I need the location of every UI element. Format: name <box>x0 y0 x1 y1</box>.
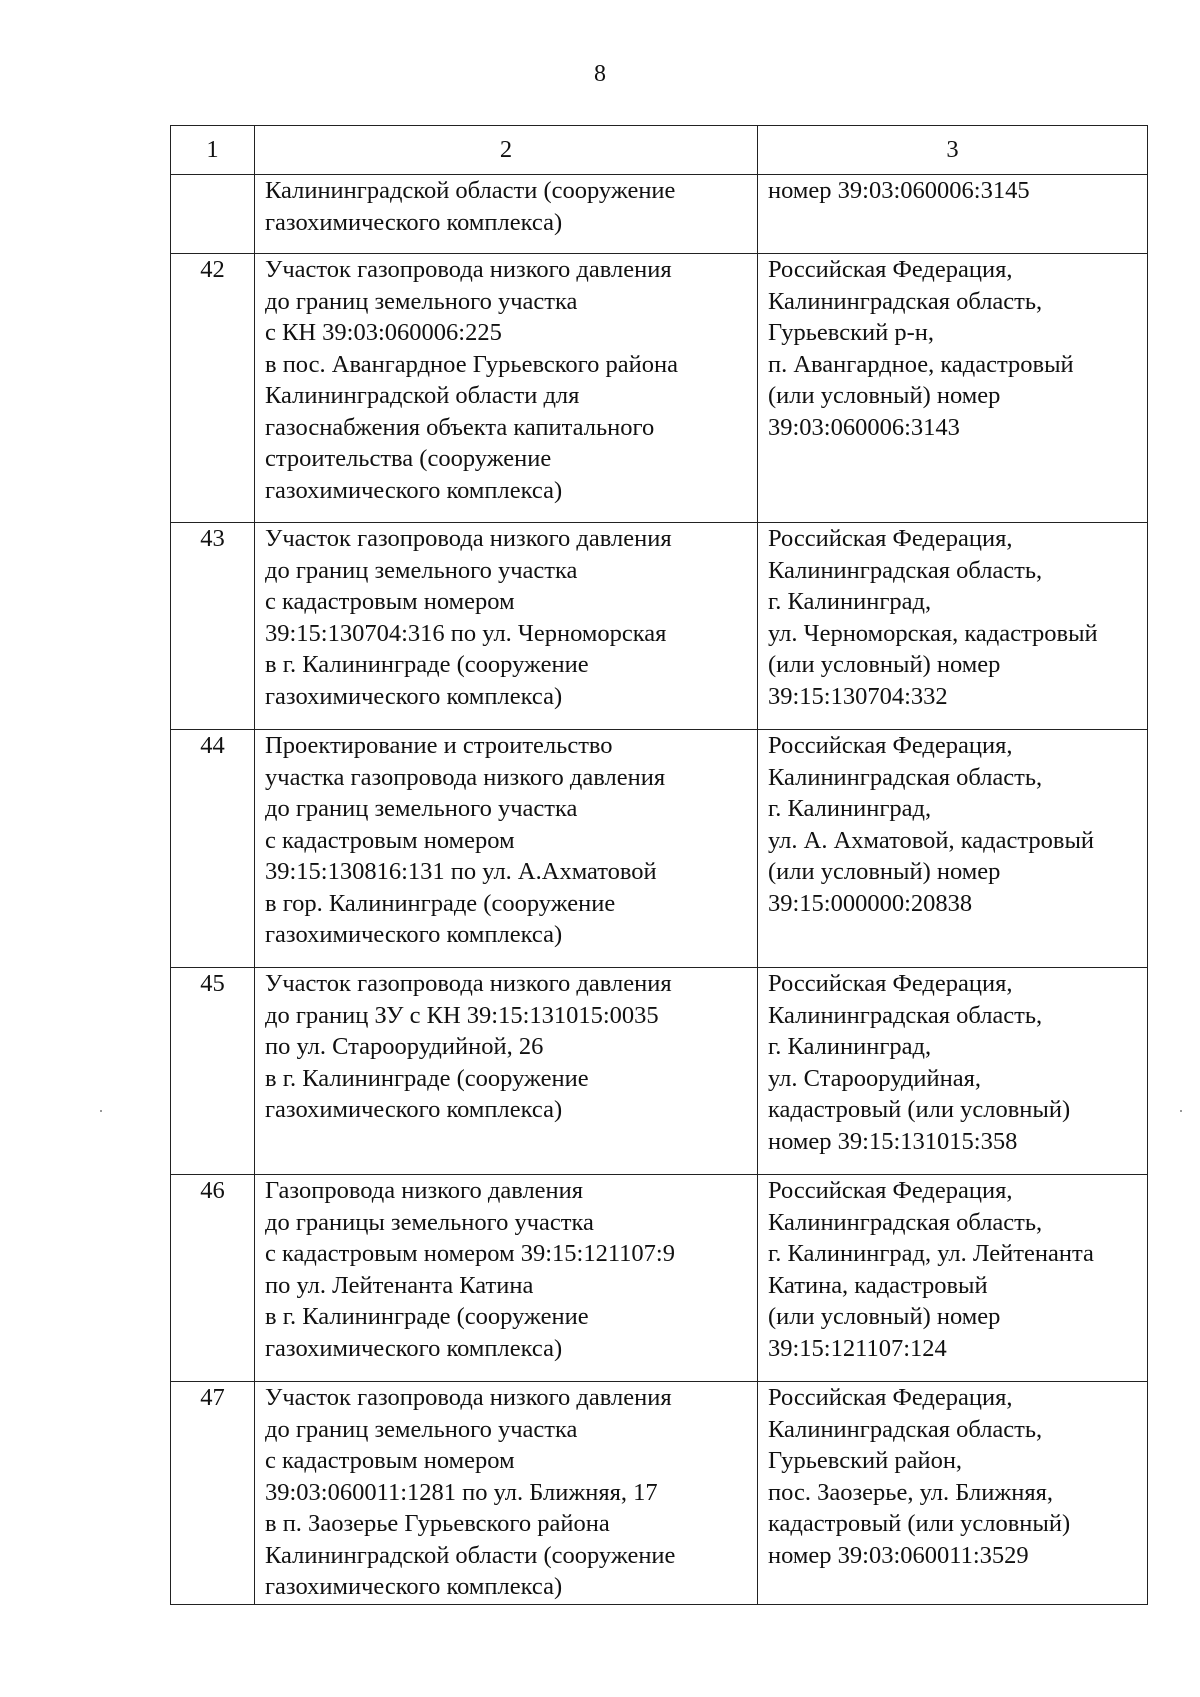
table-row <box>171 523 1148 730</box>
location-line: Гурьевский район, <box>768 1447 963 1474</box>
object-description-line: Проектирование и строительство <box>265 732 613 759</box>
location-line: Калининградская область, <box>768 287 1043 315</box>
row-number-cell: 47 <box>171 1382 255 1605</box>
object-description-line: 39:03:060011:1281 по ул. Ближняя, 17 <box>265 1478 658 1506</box>
table-header-row <box>171 126 1148 175</box>
object-description-cell <box>255 1175 758 1382</box>
location-line: Калининградская область, <box>768 1208 1043 1236</box>
location-cell <box>758 175 1148 254</box>
object-description-line: 39:15:130704:316 по ул. Черноморская <box>265 619 667 647</box>
location-line: г. Калининград, ул. Лейтенанта <box>768 1240 1094 1267</box>
column-header-number: 1 <box>171 126 255 175</box>
object-description-cell <box>255 175 758 254</box>
table-row <box>171 968 1148 1175</box>
scan-speck <box>100 1110 102 1112</box>
object-description-line: газохимического комплекса) <box>265 1334 563 1362</box>
location-line: 39:15:121107:124 <box>768 1334 947 1362</box>
object-description-line: до границ земельного участка <box>265 1415 578 1443</box>
row-number-cell <box>171 175 255 254</box>
object-description-line: Калининградской области (сооружение <box>265 177 676 204</box>
location-line: (или условный) номер <box>768 858 1001 885</box>
location-line: номер 39:15:131015:358 <box>768 1127 1018 1155</box>
row-number-cell: 42 <box>171 254 255 523</box>
object-description-line: в г. Калининграде (сооружение <box>265 651 589 678</box>
object-description-cell <box>255 523 758 730</box>
object-description-line: Участок газопровода низкого давления <box>265 970 672 997</box>
location-line: номер 39:03:060011:3529 <box>768 1541 1029 1569</box>
object-description-line: в г. Калининграде (сооружение <box>265 1064 589 1092</box>
object-description-line: строительства (сооружение <box>265 445 552 472</box>
table-row <box>171 1382 1148 1605</box>
location-line: (или условный) номер <box>768 382 1001 409</box>
object-description-line: Участок газопровода низкого давления <box>265 1384 672 1411</box>
object-description-line: газохимического комплекса) <box>265 682 563 710</box>
location-line: ул. Староорудийная, <box>768 1064 981 1092</box>
object-description-line: с кадастровым номером 39:15:121107:9 <box>265 1240 675 1267</box>
table-row <box>171 730 1148 968</box>
object-description-line: в г. Калининграде (сооружение <box>265 1303 589 1330</box>
object-description-line: газохимического комплекса) <box>265 921 563 948</box>
object-description-line: газохимического комплекса) <box>265 208 563 236</box>
object-description-line: Участок газопровода низкого давления <box>265 525 672 552</box>
location-line: Калининградская область, <box>768 1415 1043 1443</box>
object-description-line: с КН 39:03:060006:225 <box>265 319 502 346</box>
location-cell <box>758 968 1148 1175</box>
object-description-line: до границ земельного участка <box>265 287 578 315</box>
location-line: номер 39:03:060006:3145 <box>768 177 1030 204</box>
location-line: 39:15:130704:332 <box>768 682 948 710</box>
location-line: Российская Федерация, <box>768 256 1013 283</box>
object-description-line: газоснабжения объекта капитального <box>265 413 655 441</box>
location-line: ул. Черноморская, кадастровый <box>768 619 1098 647</box>
location-line: г. Калининград, <box>768 795 932 822</box>
object-description-cell <box>255 254 758 523</box>
object-description-line: газохимического комплекса) <box>265 476 563 504</box>
location-line: Российская Федерация, <box>768 1177 1013 1204</box>
location-cell <box>758 1175 1148 1382</box>
table-row <box>171 1175 1148 1382</box>
object-description-line: Калининградской области для <box>265 382 580 409</box>
location-line: Калининградская область, <box>768 1001 1043 1029</box>
location-line: Российская Федерация, <box>768 970 1013 997</box>
location-line: Калининградская область, <box>768 763 1043 791</box>
object-description-line: до границ ЗУ с КН 39:15:131015:0035 <box>265 1001 659 1029</box>
page-number: 8 <box>594 61 606 87</box>
object-description-line: в п. Заозерье Гурьевского района <box>265 1510 610 1537</box>
object-description-line: по ул. Староорудийной, 26 <box>265 1033 544 1060</box>
object-description-line: газохимического комплекса) <box>265 1573 563 1600</box>
object-description-line: до границы земельного участка <box>265 1208 594 1236</box>
location-line: 39:15:000000:20838 <box>768 889 973 917</box>
row-number-cell: 46 <box>171 1175 255 1382</box>
column-header-location: 3 <box>758 126 1148 175</box>
object-description-line: с кадастровым номером <box>265 588 515 615</box>
object-description-line: с кадастровым номером <box>265 1447 515 1474</box>
object-description-line: до границ земельного участка <box>265 556 578 584</box>
column-header-object: 2 <box>255 126 758 175</box>
row-number-cell: 43 <box>171 523 255 730</box>
location-line: п. Авангардное, кадастровый <box>768 350 1074 378</box>
object-description-line: Калининградской области (сооружение <box>265 1541 676 1569</box>
location-line: (или условный) номер <box>768 1303 1001 1330</box>
registry-table <box>170 125 1148 1605</box>
object-description-line: в гор. Калининграде (сооружение <box>265 889 616 917</box>
location-line: Российская Федерация, <box>768 732 1013 759</box>
row-number-cell: 45 <box>171 968 255 1175</box>
location-line: г. Калининград, <box>768 588 932 615</box>
object-description-line: Газопровода низкого давления <box>265 1177 584 1204</box>
table-row <box>171 175 1148 254</box>
object-description-cell <box>255 1382 758 1605</box>
location-line: пос. Заозерье, ул. Ближняя, <box>768 1478 1054 1506</box>
location-cell <box>758 523 1148 730</box>
location-line: Калининградская область, <box>768 556 1043 584</box>
location-line: Российская Федерация, <box>768 525 1013 552</box>
object-description-line: газохимического комплекса) <box>265 1096 563 1123</box>
location-line: Российская Федерация, <box>768 1384 1013 1411</box>
location-line: (или условный) номер <box>768 651 1001 678</box>
object-description-line: с кадастровым номером <box>265 826 515 854</box>
location-line: ул. А. Ахматовой, кадастровый <box>768 826 1095 854</box>
table-row <box>171 254 1148 523</box>
object-description-cell <box>255 730 758 968</box>
object-description-cell <box>255 968 758 1175</box>
location-line: кадастровый (или условный) <box>768 1096 1071 1123</box>
location-cell <box>758 730 1148 968</box>
location-line: г. Калининград, <box>768 1033 932 1060</box>
location-line: Катина, кадастровый <box>768 1271 988 1299</box>
object-description-line: 39:15:130816:131 по ул. А.Ахматовой <box>265 858 657 885</box>
object-description-line: в пос. Авангардное Гурьевского района <box>265 350 678 378</box>
location-line: кадастровый (или условный) <box>768 1510 1071 1537</box>
object-description-line: по ул. Лейтенанта Катина <box>265 1271 534 1299</box>
object-description-line: участка газопровода низкого давления <box>265 763 666 791</box>
location-line: Гурьевский р-н, <box>768 319 934 346</box>
location-line: 39:03:060006:3143 <box>768 413 960 441</box>
scan-speck <box>1180 1110 1182 1112</box>
row-number-cell: 44 <box>171 730 255 968</box>
object-description-line: до границ земельного участка <box>265 795 578 822</box>
location-cell <box>758 1382 1148 1605</box>
object-description-line: Участок газопровода низкого давления <box>265 256 672 283</box>
location-cell <box>758 254 1148 523</box>
table-body <box>171 175 1148 1605</box>
